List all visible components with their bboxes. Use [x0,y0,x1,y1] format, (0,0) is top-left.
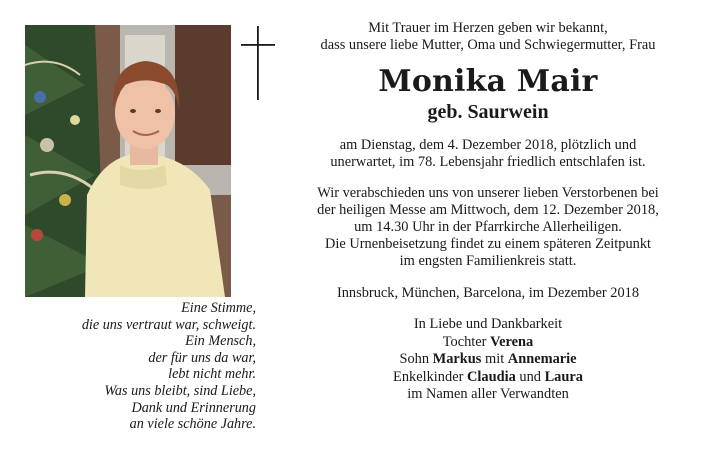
poem-line: Eine Stimme, [181,300,256,316]
poem-line: der für uns da war, [148,349,256,366]
son-name: Markus [432,351,482,367]
daughter-name: Verena [490,333,534,350]
portrait-photo [25,25,231,297]
poem [0,300,256,433]
poem-line: Ein Mensch, [185,333,256,350]
intro-line: Mit Trauer im Herzen geben wir bekannt, [368,20,608,36]
mourners-greeting: In Liebe und Dankbarkeit [413,316,563,332]
grandchild-name: Claudia [466,368,516,385]
mourners-closing: im Namen aller Verwandten [407,386,569,402]
mourner-daughter: Tochter Verena [442,333,534,350]
funeral-line: im engsten Familienkreis statt. [399,253,577,269]
funeral-line: Wir verabschieden uns von unserer lieben Verstorbenen bei [317,185,659,201]
place-date: Innsbruck, München, Barcelona, im Dezember 2018 [336,285,640,301]
deceased-name: Monika Mair [378,64,598,99]
death-line: am Dienstag, dem 4. Dezember 2018, plötzlich und [339,137,637,153]
daughter-in-law-name: Annemarie [507,351,577,367]
mourners [282,316,694,404]
notice-text [282,20,694,404]
funeral-line: um 14.30 Uhr in der Pfarrkirche Allerheiligen. [354,219,622,235]
intro-line: dass unsere liebe Mutter, Oma und Schwiegermutter, Frau [320,37,656,53]
poem-line: an viele schöne Jahre. [129,416,256,433]
poem-line: Dank und Erinnerung [131,399,256,416]
poem-line: die uns vertraut war, schweigt. [81,316,256,333]
funeral-line: Die Urnenbeisetzung findet zu einem späteren Zeitpunkt [324,236,652,252]
poem-line: Was uns bleibt, sind Liebe, [104,382,256,399]
grandchild-name: Laura [544,368,583,385]
funeral-line: der heiligen Messe am Mittwoch, dem 12. Dezember 2018, [317,202,659,218]
cross-icon [241,26,275,100]
poem-line: lebt nicht mehr. [168,366,256,383]
maiden-name: geb. Saurwein [427,101,549,123]
mourner-grandchildren: Enkelkinder Claudia und Laura [393,368,583,385]
death-line: unerwartet, im 78. Lebensjahr friedlich entschlafen ist. [330,154,646,170]
mourner-son: Sohn Markus mit Annemarie [399,351,577,367]
